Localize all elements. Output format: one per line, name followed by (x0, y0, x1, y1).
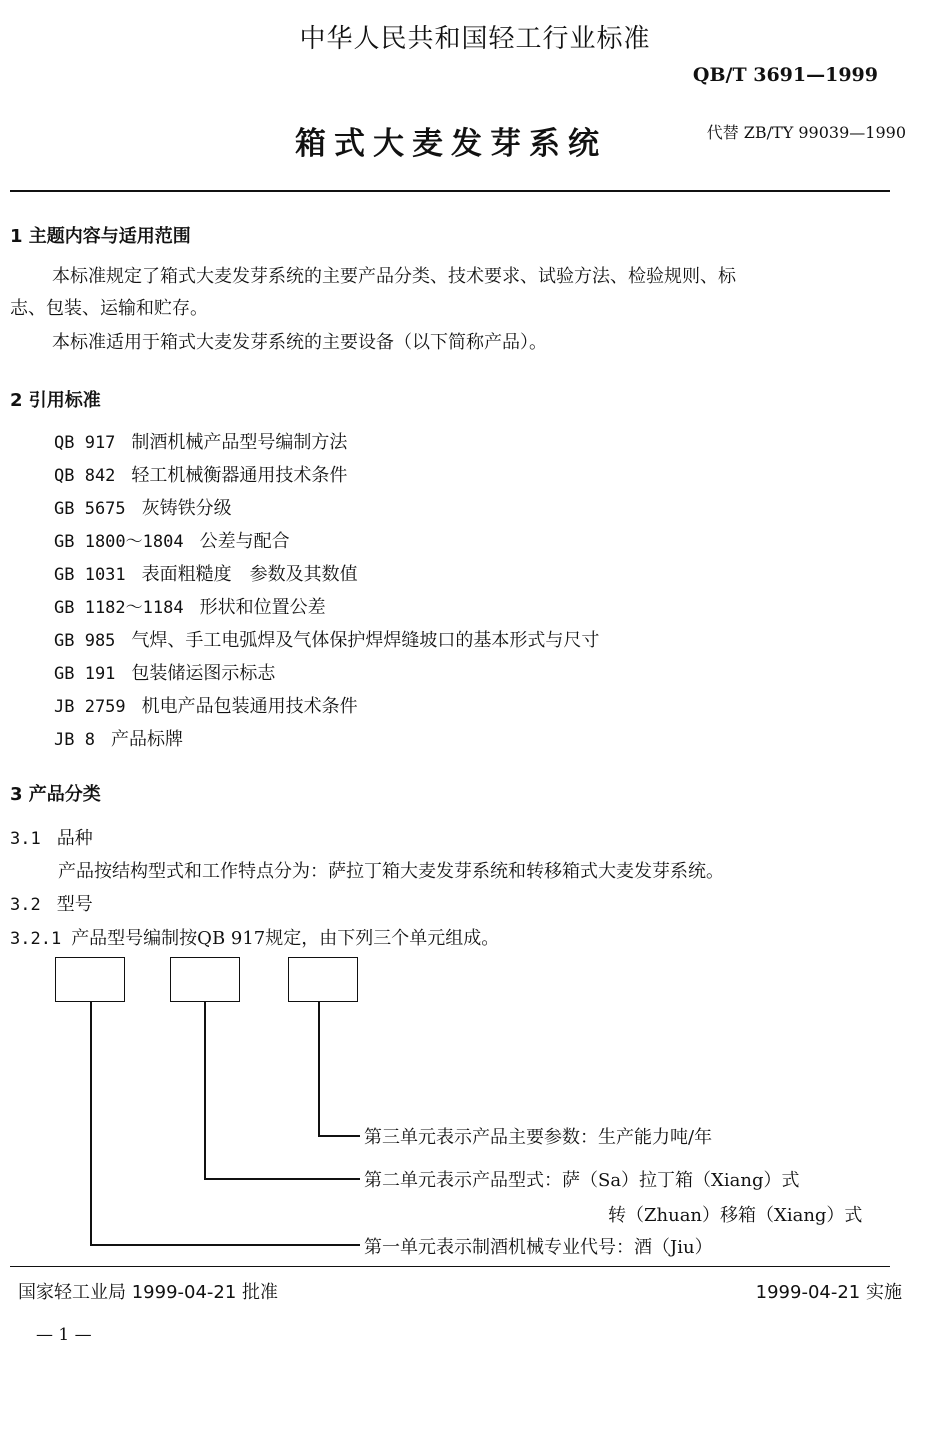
page-number: — 1 — (36, 1325, 92, 1345)
reference-title: 制酒机械产品型号编制方法 (131, 432, 348, 453)
reference-code: GB 985 (54, 631, 116, 651)
reference-code: QB 917 (54, 433, 116, 453)
unit-1-connector-vertical (90, 1002, 92, 1245)
unit-2-description-alt: 转（Zhuan）移箱（Xiang）式 (608, 1205, 863, 1226)
reference-title: 形状和位置公差 (199, 597, 326, 618)
reference-code: GB 1182～1184 (54, 598, 184, 618)
reference-title: 产品标牌 (110, 729, 183, 750)
approval-date: 国家轻工业局 1999-04-21 批准 (18, 1282, 279, 1303)
reference-item (54, 626, 599, 652)
subsection-number: 3.1 (10, 829, 41, 849)
unit-2-connector-horizontal (204, 1178, 360, 1180)
reference-title: 表面粗糙度 参数及其数值 (141, 564, 358, 585)
reference-code: JB 2759 (54, 697, 126, 717)
document-title: 箱式大麦发芽系统 (295, 126, 607, 162)
subsection-number: 3.2.1 (10, 929, 62, 949)
subsection-3-2 (10, 890, 93, 916)
reference-item (54, 461, 347, 487)
model-unit-2-box (170, 957, 240, 1002)
reference-item (54, 494, 232, 520)
reference-item (54, 692, 358, 718)
reference-code: QB 842 (54, 466, 116, 486)
model-unit-1-box (55, 957, 125, 1002)
model-unit-3-box (288, 957, 358, 1002)
reference-title: 包装储运图示标志 (131, 663, 276, 684)
reference-item (54, 428, 347, 454)
subsection-title: 型号 (56, 894, 93, 915)
effective-date: 1999-04-21 实施 (755, 1282, 902, 1303)
section-3-heading: 3 产品分类 (10, 784, 101, 805)
reference-title: 公差与配合 (199, 531, 290, 552)
header-rule (10, 190, 890, 192)
section-1-para-1-line-2: 志、包装、运输和贮存。 (10, 298, 208, 319)
issuing-authority: 中华人民共和国轻工行业标准 (299, 24, 651, 54)
reference-title: 灰铸铁分级 (141, 498, 232, 519)
reference-title: 机电产品包装通用技术条件 (141, 696, 358, 717)
section-2-heading: 2 引用标准 (10, 390, 101, 411)
reference-item (54, 593, 326, 619)
reference-item (54, 527, 290, 553)
unit-3-connector-horizontal (318, 1135, 360, 1137)
unit-2-connector-vertical (204, 1002, 206, 1179)
reference-code: JB 8 (54, 730, 95, 750)
subsection-3-1 (10, 824, 93, 850)
standard-number: QB/T 3691—1999 (692, 64, 878, 86)
section-1-para-2: 本标准适用于箱式大麦发芽系统的主要设备（以下简称产品）。 (52, 332, 547, 353)
reference-code: GB 191 (54, 664, 116, 684)
reference-code: GB 5675 (54, 499, 126, 519)
subsection-title: 品种 (56, 828, 93, 849)
subsection-3-1-text: 产品按结构型式和工作特点分为：萨拉丁箱大麦发芽系统和转移箱式大麦发芽系统。 (58, 861, 724, 882)
section-1-heading: 1 主题内容与适用范围 (10, 226, 191, 247)
unit-1-connector-horizontal (90, 1244, 360, 1246)
reference-code: GB 1800～1804 (54, 532, 184, 552)
subsection-3-2-1 (10, 924, 499, 950)
section-1-para-1-line-1: 本标准规定了箱式大麦发芽系统的主要产品分类、技术要求、试验方法、检验规则、标 (52, 266, 736, 287)
reference-title: 气焊、手工电弧焊及气体保护焊焊缝坡口的基本形式与尺寸 (131, 630, 600, 651)
subsection-text: 产品型号编制按QB 917规定，由下列三个单元组成。 (71, 928, 500, 949)
unit-3-description: 第三单元表示产品主要参数：生产能力吨/年 (364, 1127, 713, 1148)
reference-title: 轻工机械衡器通用技术条件 (131, 465, 348, 486)
unit-3-connector-vertical (318, 1002, 320, 1136)
reference-item (54, 560, 358, 586)
reference-code: GB 1031 (54, 565, 126, 585)
footer-rule (10, 1266, 890, 1267)
reference-item (54, 659, 275, 685)
replaces-standard: 代替 ZB/TY 99039—1990 (706, 123, 906, 142)
unit-1-description: 第一单元表示制酒机械专业代号：酒（Jiu） (364, 1237, 713, 1258)
unit-2-description: 第二单元表示产品型式：萨（Sa）拉丁箱（Xiang）式 (364, 1170, 800, 1191)
subsection-number: 3.2 (10, 895, 41, 915)
reference-item (54, 725, 183, 751)
